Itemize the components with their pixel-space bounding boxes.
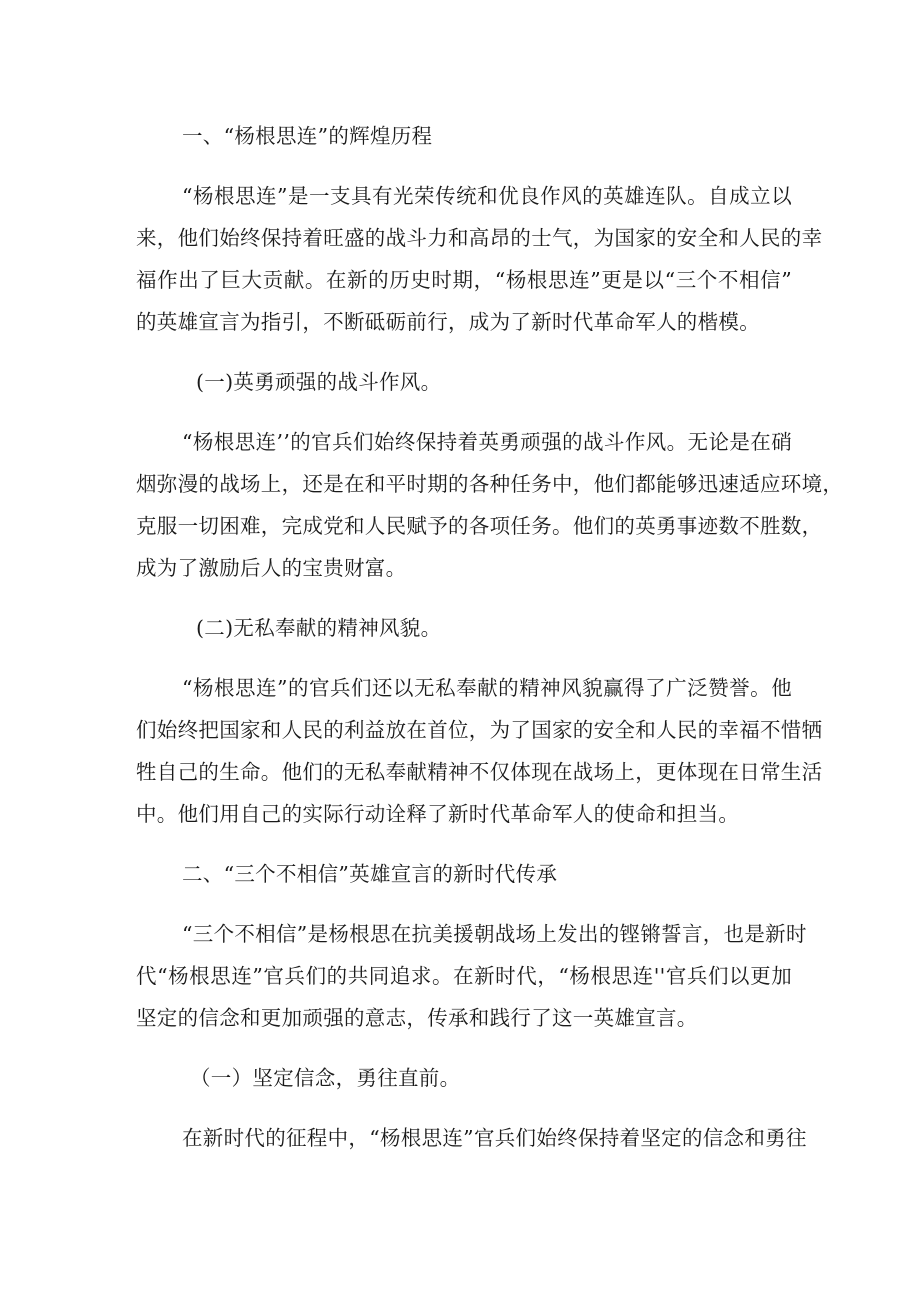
paragraph-2-line-3: 克服一切困难，完成党和人民赋予的各项任务。他们的英勇事迹数不胜数，	[136, 514, 823, 538]
section-heading-2: 二、“三个不相信”英雄宣言的新时代传承	[182, 862, 558, 886]
paragraph-4-line-1: “三个不相信”是杨根思在抗美援朝战场上发出的铿锵誓言，也是新时	[182, 922, 807, 946]
subheading-2-1: （一）坚定信念，勇往直前。	[190, 1066, 461, 1090]
paragraph-1-line-3: 福作出了巨大贡献。在新的历史时期，“杨根思连”更是以“三个不相信”	[136, 268, 792, 292]
paragraph-2-line-2: 烟弥漫的战场上，还是在和平时期的各种任务中，他们都能够迅速适应环境，	[136, 472, 844, 496]
paragraph-2-line-4: 成为了激励后人的宝贵财富。	[136, 556, 407, 580]
paragraph-1-line-1: “杨根思连”是一支具有光荣传统和优良作风的英雄连队。自成立以	[182, 184, 792, 208]
paragraph-4-line-3: 坚定的信念和更加顽强的意志，传承和践行了这一英雄宣言。	[136, 1006, 698, 1030]
paragraph-3-line-2: 们始终把国家和人民的利益放在首位，为了国家的安全和人民的幸福不惜牺	[136, 718, 823, 742]
paragraph-3-line-4: 中。他们用自己的实际行动诠释了新时代革命军人的使命和担当。	[136, 802, 740, 826]
subheading-1-1: (一)英勇顽强的战斗作风。	[196, 370, 442, 394]
paragraph-1-line-2: 来，他们始终保持着旺盛的战斗力和高昂的士气，为国家的安全和人民的幸	[136, 226, 823, 250]
paragraph-2-line-1: “杨根思连’’的官兵们始终保持着英勇顽强的战斗作风。无论是在硝	[182, 430, 792, 454]
paragraph-5-line-1: 在新时代的征程中，“杨根思连”官兵们始终保持着坚定的信念和勇往	[182, 1126, 807, 1150]
paragraph-1-line-4: 的英雄宣言为指引，不断砥砺前行，成为了新时代革命军人的楷模。	[136, 310, 760, 334]
paragraph-3-line-3: 牲自己的生命。他们的无私奉献精神不仅体现在战场上，更体现在日常生活	[136, 760, 823, 784]
section-heading-1: 一、“杨根思连”的辉煌历程	[182, 124, 433, 148]
subheading-1-2: (二)无私奉献的精神风貌。	[196, 616, 442, 640]
paragraph-3-line-1: “杨根思连”的官兵们还以无私奉献的精神风貌赢得了广泛赞誉。他	[182, 676, 792, 700]
paragraph-4-line-2: 代“杨根思连”官兵们的共同追求。在新时代，“杨根思连''官兵们以更加	[136, 964, 792, 988]
